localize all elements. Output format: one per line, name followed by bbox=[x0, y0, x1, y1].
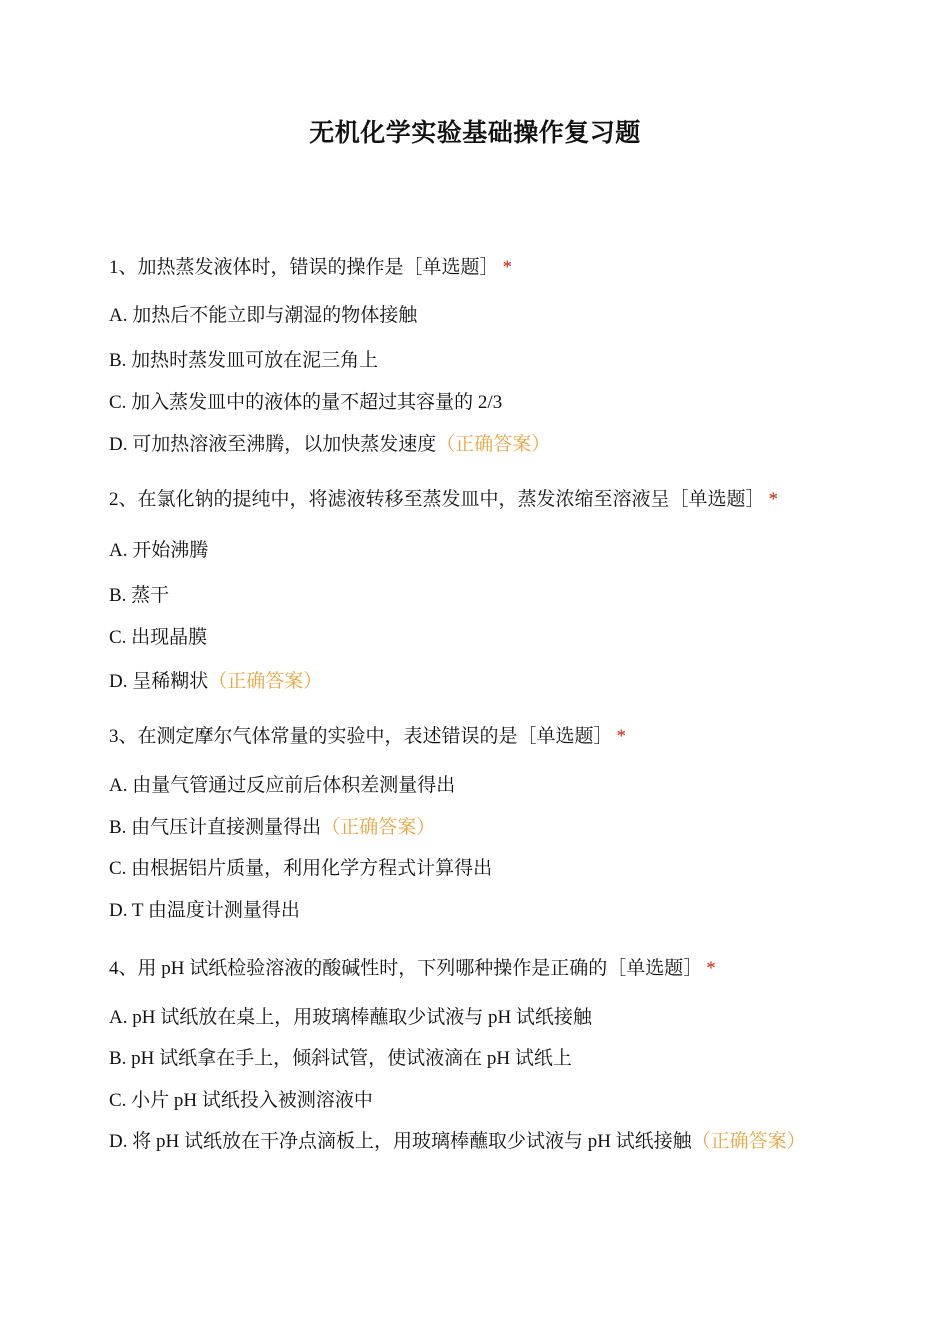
option-text: C. 加入蒸发皿中的液体的量不超过其容量的 2/3 bbox=[109, 392, 503, 413]
option-text: C. 由根据铝片质量，利用化学方程式计算得出 bbox=[109, 858, 493, 879]
question-3-option-a bbox=[109, 773, 821, 799]
option-text: C. 出现晶膜 bbox=[109, 627, 208, 648]
option-text: C. 小片 pH 试纸投入被测溶液中 bbox=[109, 1090, 373, 1111]
correct-answer-label: （正确答案） bbox=[436, 434, 551, 455]
option-text: B. 加热时蒸发皿可放在泥三角上 bbox=[109, 350, 379, 371]
correct-answer-label: （正确答案） bbox=[321, 817, 436, 838]
required-mark: * bbox=[706, 958, 716, 979]
required-mark: * bbox=[616, 726, 627, 747]
option-text: A. 开始沸腾 bbox=[109, 540, 209, 561]
option-text: A. 由量气管通过反应前后体积差测量得出 bbox=[109, 775, 456, 796]
document-title: 无机化学实验基础操作复习题 bbox=[309, 119, 641, 147]
option-text: D. T 由温度计测量得出 bbox=[109, 900, 300, 921]
question-4-option-b bbox=[109, 1046, 821, 1072]
option-text: A. 加热后不能立即与潮湿的物体接触 bbox=[109, 305, 418, 326]
question-text: 2、在氯化钠的提纯中，将滤液转移至蒸发皿中，蒸发浓缩至溶液呈［单选题］ bbox=[109, 489, 765, 510]
question-3-option-b bbox=[109, 815, 821, 841]
question-2-text bbox=[109, 487, 821, 513]
question-1-option-b bbox=[109, 348, 821, 374]
required-mark: * bbox=[768, 489, 779, 510]
option-text: D. 呈稀糊状 bbox=[109, 671, 209, 692]
correct-answer-label: （正确答案） bbox=[691, 1131, 806, 1152]
question-2-option-c bbox=[109, 625, 821, 651]
question-text: 3、在测定摩尔气体常量的实验中，表述错误的是［单选题］ bbox=[109, 726, 613, 747]
question-text: 4、用 pH 试纸检验溶液的酸碱性时，下列哪种操作是正确的［单选题］ bbox=[109, 958, 703, 979]
question-3-option-c bbox=[109, 856, 821, 882]
question-1-option-a bbox=[109, 303, 821, 329]
question-3-text bbox=[109, 724, 821, 750]
question-4-text bbox=[109, 956, 821, 982]
option-text: A. pH 试纸放在桌上，用玻璃棒蘸取少试液与 pH 试纸接触 bbox=[109, 1007, 592, 1028]
question-4-option-c bbox=[109, 1088, 821, 1114]
option-text: D. 将 pH 试纸放在干净点滴板上，用玻璃棒蘸取少试液与 pH 试纸接触 bbox=[109, 1131, 692, 1152]
question-1-text bbox=[109, 255, 821, 281]
option-text: D. 可加热溶液至沸腾，以加快蒸发速度 bbox=[109, 434, 437, 455]
question-1-option-c bbox=[109, 390, 821, 416]
question-4-option-d bbox=[109, 1129, 821, 1155]
question-2-option-a bbox=[109, 538, 821, 564]
question-2-option-b bbox=[109, 583, 821, 609]
option-text: B. pH 试纸拿在手上，倾斜试管，使试液滴在 pH 试纸上 bbox=[109, 1048, 572, 1069]
option-text: B. 由气压计直接测量得出 bbox=[109, 817, 322, 838]
question-1-option-d bbox=[109, 432, 821, 458]
correct-answer-label: （正确答案） bbox=[208, 671, 323, 692]
question-2-option-d bbox=[109, 669, 821, 695]
question-text: 1、加热蒸发液体时，错误的操作是［单选题］ bbox=[109, 257, 499, 278]
question-4-option-a bbox=[109, 1005, 821, 1031]
required-mark: * bbox=[502, 257, 513, 278]
question-3-option-d bbox=[109, 898, 821, 924]
option-text: B. 蒸干 bbox=[109, 585, 170, 606]
